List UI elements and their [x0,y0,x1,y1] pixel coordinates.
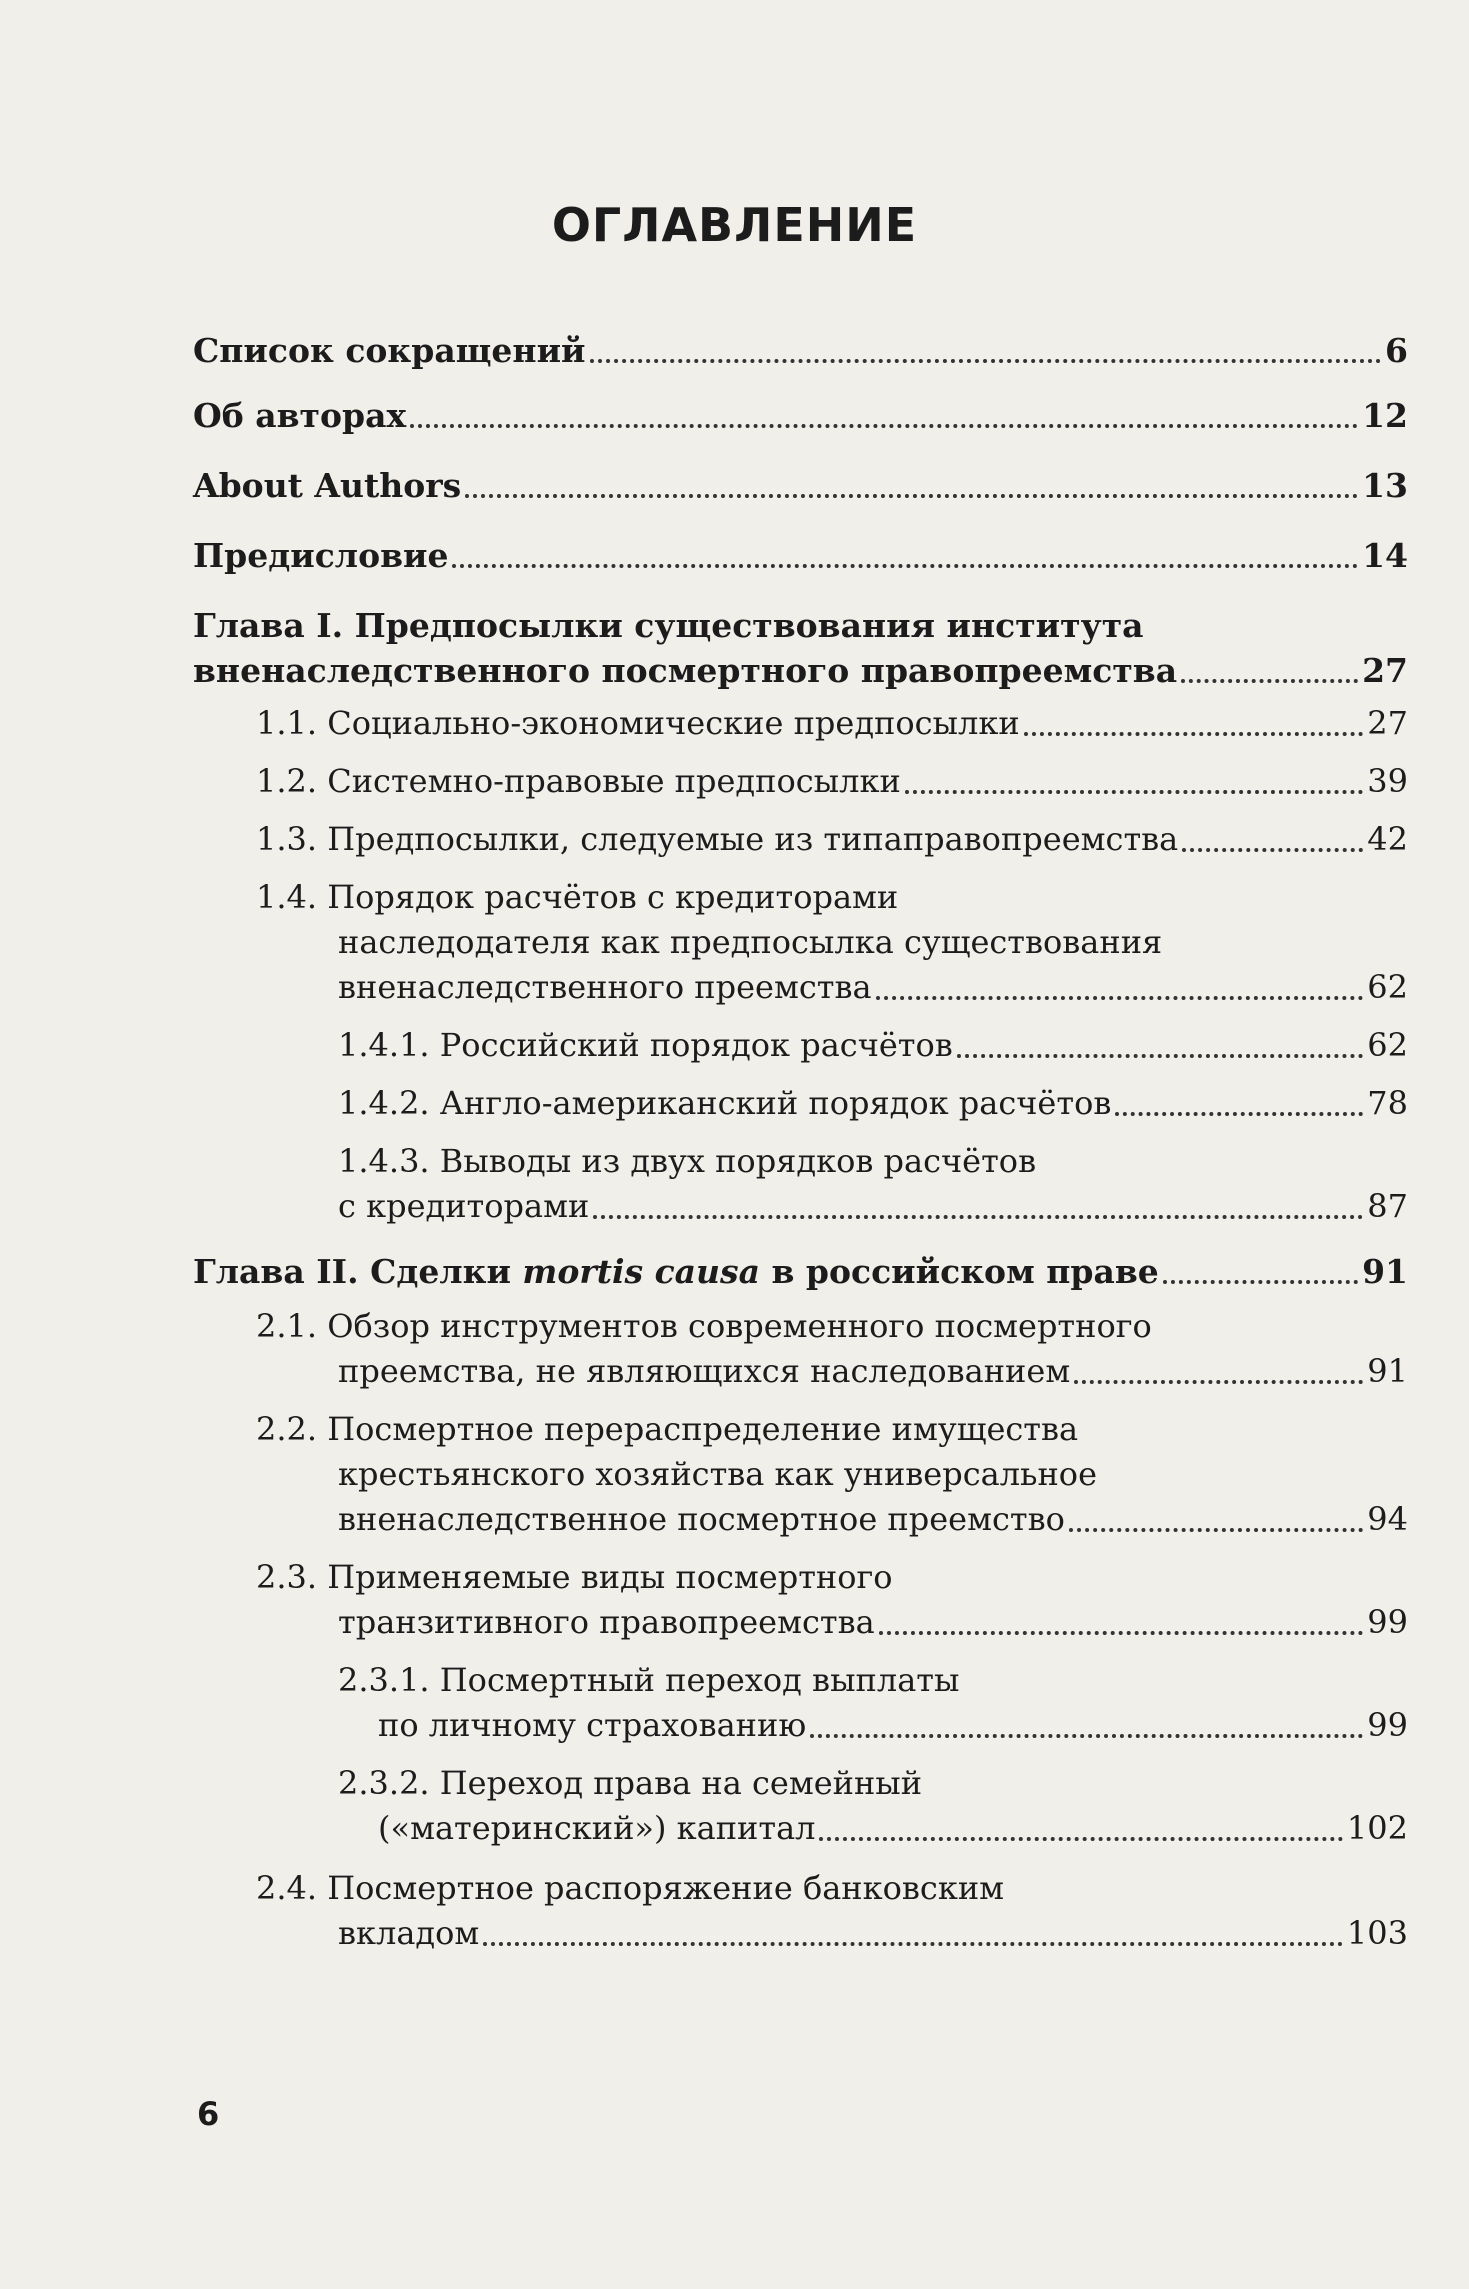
toc-entry-last-line [193,1600,1408,1645]
toc-title-italic: mortis causa [522,1252,760,1291]
dot-leader [876,996,1364,1000]
dot-leader [590,359,1382,363]
toc-entry-last-line [193,1806,1408,1851]
toc-page-number: 99 [1367,1603,1408,1641]
toc-entry-about-authors-ru [193,393,1408,438]
toc-entry-last-line [193,1349,1408,1394]
toc-page-number: 94 [1367,1500,1408,1538]
toc-section-2-3 [193,1555,1408,1645]
toc-entry-title: 1.4. Порядок расчётов с кредиторами [256,878,899,916]
toc-entry-title-cont: преемства, не являющихся наследованием [338,1352,1071,1390]
dot-leader [905,790,1364,794]
toc-page-number: 6 [1385,331,1408,370]
toc-entry-title-cont: транзитивного правопреемства [338,1603,875,1641]
toc-chapter-2 [193,1249,1408,1294]
toc-entry-title-cont: вненаследственного преемства [338,968,872,1006]
page-title: ОГЛАВЛЕНИЕ [551,198,918,252]
table-of-contents [193,328,1408,1956]
dot-leader [1163,1280,1358,1284]
dot-leader [410,424,1358,428]
toc-section-2-3-1 [193,1658,1408,1748]
toc-entry-title-cont: наследодателя как предпосылка существования [338,923,1163,961]
toc-entry-title: 2.1. Обзор инструментов современного посмертного [256,1307,1152,1345]
toc-section-1-1 [193,701,1408,746]
toc-entry-title: 2.2. Посмертное перераспределение имущества [256,1410,1079,1448]
toc-page-number: 14 [1362,536,1408,575]
dot-leader [1069,1528,1363,1532]
toc-section-2-2 [193,1407,1408,1542]
toc-section-1-4-3 [193,1139,1408,1229]
toc-section-2-1 [193,1304,1408,1394]
toc-entry-about-authors-en [193,463,1408,508]
toc-entry-last-line [193,1703,1408,1748]
toc-entry-title-cont: по личному страхованию [378,1706,807,1744]
toc-chapter-1 [193,603,1408,693]
toc-entry-preface [193,533,1408,578]
toc-entry-title: 2.3. Применяемые виды посмертного [256,1558,893,1596]
dot-leader [1024,732,1364,736]
toc-page-number: 39 [1367,762,1408,800]
toc-entry-title: About Authors [193,466,462,505]
toc-page-number: 78 [1367,1084,1408,1122]
toc-entry-title: 1.1. Социально-экономические предпосылки [256,704,1020,742]
toc-entry-last-line [193,1911,1408,1956]
dot-leader [1074,1380,1363,1384]
toc-page-number: 91 [1362,1252,1408,1291]
toc-entry-title: 2.3.1. Посмертный переход выплаты [338,1661,960,1699]
toc-section-2-4 [193,1866,1408,1956]
toc-entry-title [193,1249,1159,1294]
toc-entry-title-cont: вненаследственного посмертного правопреемства [193,651,1178,690]
toc-entry-title: 1.3. Предпосылки, следуемые из типаправопреемства [256,820,1179,858]
toc-title-suffix: в российском праве [760,1252,1159,1291]
toc-page-number: 91 [1367,1352,1408,1390]
dot-leader [819,1837,1342,1841]
dot-leader [810,1734,1363,1738]
toc-section-1-4-2 [193,1081,1408,1126]
toc-entry-title-cont: с кредиторами [338,1187,590,1225]
toc-section-1-4 [193,875,1408,1010]
page-number: 6 [197,2095,220,2133]
toc-page-number: 27 [1362,651,1408,690]
toc-entry-title-cont: крестьянского хозяйства как универсальное [338,1455,1097,1493]
dot-leader [957,1054,1364,1058]
toc-entry-title: Список сокращений [193,331,586,370]
toc-page-number: 99 [1367,1706,1408,1744]
toc-page-number: 42 [1367,820,1408,858]
toc-page-number: 102 [1346,1809,1408,1847]
dot-leader [1181,679,1358,683]
toc-page-number: 103 [1346,1914,1408,1952]
toc-page-number: 62 [1367,968,1408,1006]
toc-section-1-4-1 [193,1023,1408,1068]
toc-entry-title: 1.2. Системно-правовые предпосылки [256,762,901,800]
dot-leader [593,1215,1363,1219]
toc-section-1-3 [193,817,1408,862]
toc-entry-title: 2.3.2. Переход права на семейный [338,1764,923,1802]
dot-leader [1182,848,1363,852]
toc-entry-last-line [193,648,1408,693]
toc-title-prefix: Глава II. Сделки [193,1252,523,1291]
toc-entry-title: Глава I. Предпосылки существования института [193,606,1144,645]
toc-page-number: 87 [1367,1187,1408,1225]
toc-page-number: 13 [1362,466,1408,505]
toc-entry-last-line [193,1184,1408,1229]
dot-leader [879,1631,1364,1635]
toc-entry-title: 1.4.3. Выводы из двух порядков расчётов [338,1142,1037,1180]
toc-entry-title: 1.4.2. Англо-американский порядок расчётов [338,1084,1112,1122]
toc-entry-title-cont: («материнский») капитал [378,1809,816,1847]
dot-leader [452,564,1358,568]
toc-page-number: 12 [1362,396,1408,435]
toc-entry-title: 2.4. Посмертное распоряжение банковским [256,1869,1005,1907]
toc-entry-title: Предисловие [193,536,449,575]
toc-page-number: 62 [1367,1026,1408,1064]
toc-entry-title-cont: вкладом [338,1914,480,1952]
toc-section-2-3-2 [193,1761,1408,1851]
dot-leader [483,1942,1343,1946]
toc-entry-last-line [193,1497,1408,1542]
toc-entry-abbreviations [193,328,1408,373]
dot-leader [1115,1112,1363,1116]
toc-entry-last-line [193,965,1408,1010]
toc-entry-title-cont: вненаследственное посмертное преемство [338,1500,1065,1538]
toc-entry-title: 1.4.1. Российский порядок расчётов [338,1026,953,1064]
dot-leader [465,494,1358,498]
toc-entry-title: Об авторах [193,396,407,435]
toc-page-number: 27 [1367,704,1408,742]
toc-section-1-2 [193,759,1408,804]
